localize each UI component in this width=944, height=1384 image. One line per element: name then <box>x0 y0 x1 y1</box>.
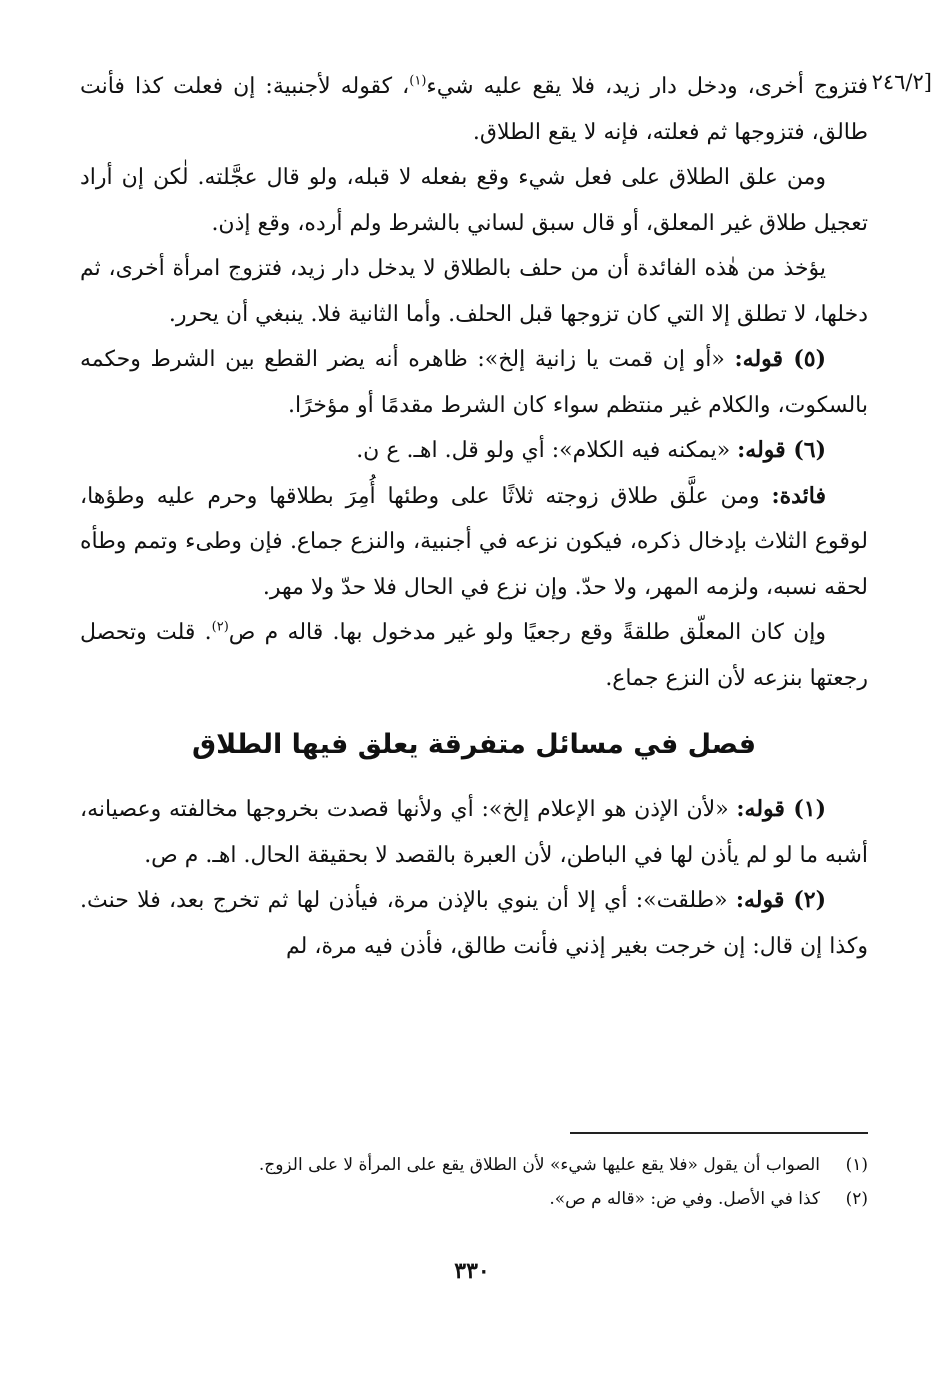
paragraph-6: فائدة: ومن علَّق طلاق زوجته ثلاثًا على وطئها أُمِرَ بطلاقها وحرم عليه وطؤها، لوقوع الثلاث بإدخال ذكره، فيكون نزعه في أجنبية، والنزع جماع. فإن وطىء وتمم وطأه لحقه نسبه، ولزمه المهر، ولا حدّ. وإن نزع في الحال فلا حدّ ولا مهر. <box>80 482 868 600</box>
note-label: (٥) قوله: <box>734 346 826 372</box>
section-heading: فصل في مسائل متفرقة يعلق فيها الطلاق <box>191 729 757 760</box>
footnote-marker-2[interactable]: (٢) <box>211 619 229 635</box>
paragraph-3: يؤخذ من هٰذه الفائدة أن من حلف بالطلاق لا يدخل دار زيد، فتزوج امرأة أخرى، ثم دخلها، لا تطلق إلا التي كان تزوجها قبل الحلف. وأما الثانية فلا. ينبغي أن يحرر. <box>80 256 868 327</box>
footnote-2: (٢)كذا في الأصل. وفي ض: «قاله م ص». <box>549 1189 868 1209</box>
paragraph-1: فتزوج أخرى، ودخل دار زيد، فلا يقع عليه شيء$^{(١)}$، كقوله لأجنبية: إن فعلت كذا فأنت طالق، فتزوجها ثم فعلته، فإنه لا يقع الطلاق. <box>80 73 868 145</box>
footnote-marker-1[interactable]: (١) <box>409 73 427 89</box>
note-label: (١) قوله: <box>736 796 826 822</box>
footnotes <box>80 1132 868 1216</box>
page-number: ٣٣٠ <box>454 1258 490 1284</box>
note-label: (٦) قوله: <box>737 437 826 463</box>
paragraph-4: (٥) قوله: «أو إن قمت يا زانية إلخ»: ظاهره أنه يضر القطع بين الشرط وحكمه بالسكوت، والكلام غير منتظم سواء كان الشرط مقدمًا أو مؤخرًا. <box>80 346 868 418</box>
note-label: فائدة: <box>771 482 826 509</box>
paragraph-7: وإن كان المعلّق طلقةً وقع رجعيًا ولو غير مدخول بها. قاله م ص$^{(٢)}$. قلت وتحصل رجعتها بنزعه لأن النزع جماع. <box>80 619 868 691</box>
note-label: (٢) قوله: <box>735 887 826 913</box>
paragraph-9: (٢) قوله: «طلقت»: أي إلا أن ينوي بالإذن مرة، فيأذن لها ثم تخرج بعد، فلا حنث. وكذا إن قال: إن خرجت بغير إذني فأنت طالق، فأذن فيه مرة، لم <box>80 887 868 959</box>
paragraph-5: (٦) قوله: «يمكنه فيه الكلام»: أي ولو قل. اهـ. ع ن. <box>356 437 826 463</box>
paragraph-2: ومن علق الطلاق على فعل شيء وقع بفعله لا قبله، ولو قال عجَّلته. لٰكن إن أراد تعجيل طلاق غير المعلق، أو قال سبق لساني بالشرط ولم أرده، وقع إذن. <box>80 165 868 236</box>
footnote-1: (١)الصواب أن يقول «فلا يقع عليها شيء» لأن الطلاق يقع على المرأة لا على الزوج. <box>258 1155 868 1175</box>
footnote-divider <box>570 1132 868 1134</box>
paragraph-8: (١) قوله: «لأن الإذن هو الإعلام إلخ»: أي ولأنها قصدت بخروجها مخالفته وعصيانه، أشبه ما لو لم يأذن لها في الباطن، لأن العبرة بالقصد لا بحقيقة الحال. اهـ. م ص. <box>80 796 868 868</box>
margin-reference: [٢٤٦/٢ <box>871 70 932 94</box>
page-body <box>80 64 868 969</box>
